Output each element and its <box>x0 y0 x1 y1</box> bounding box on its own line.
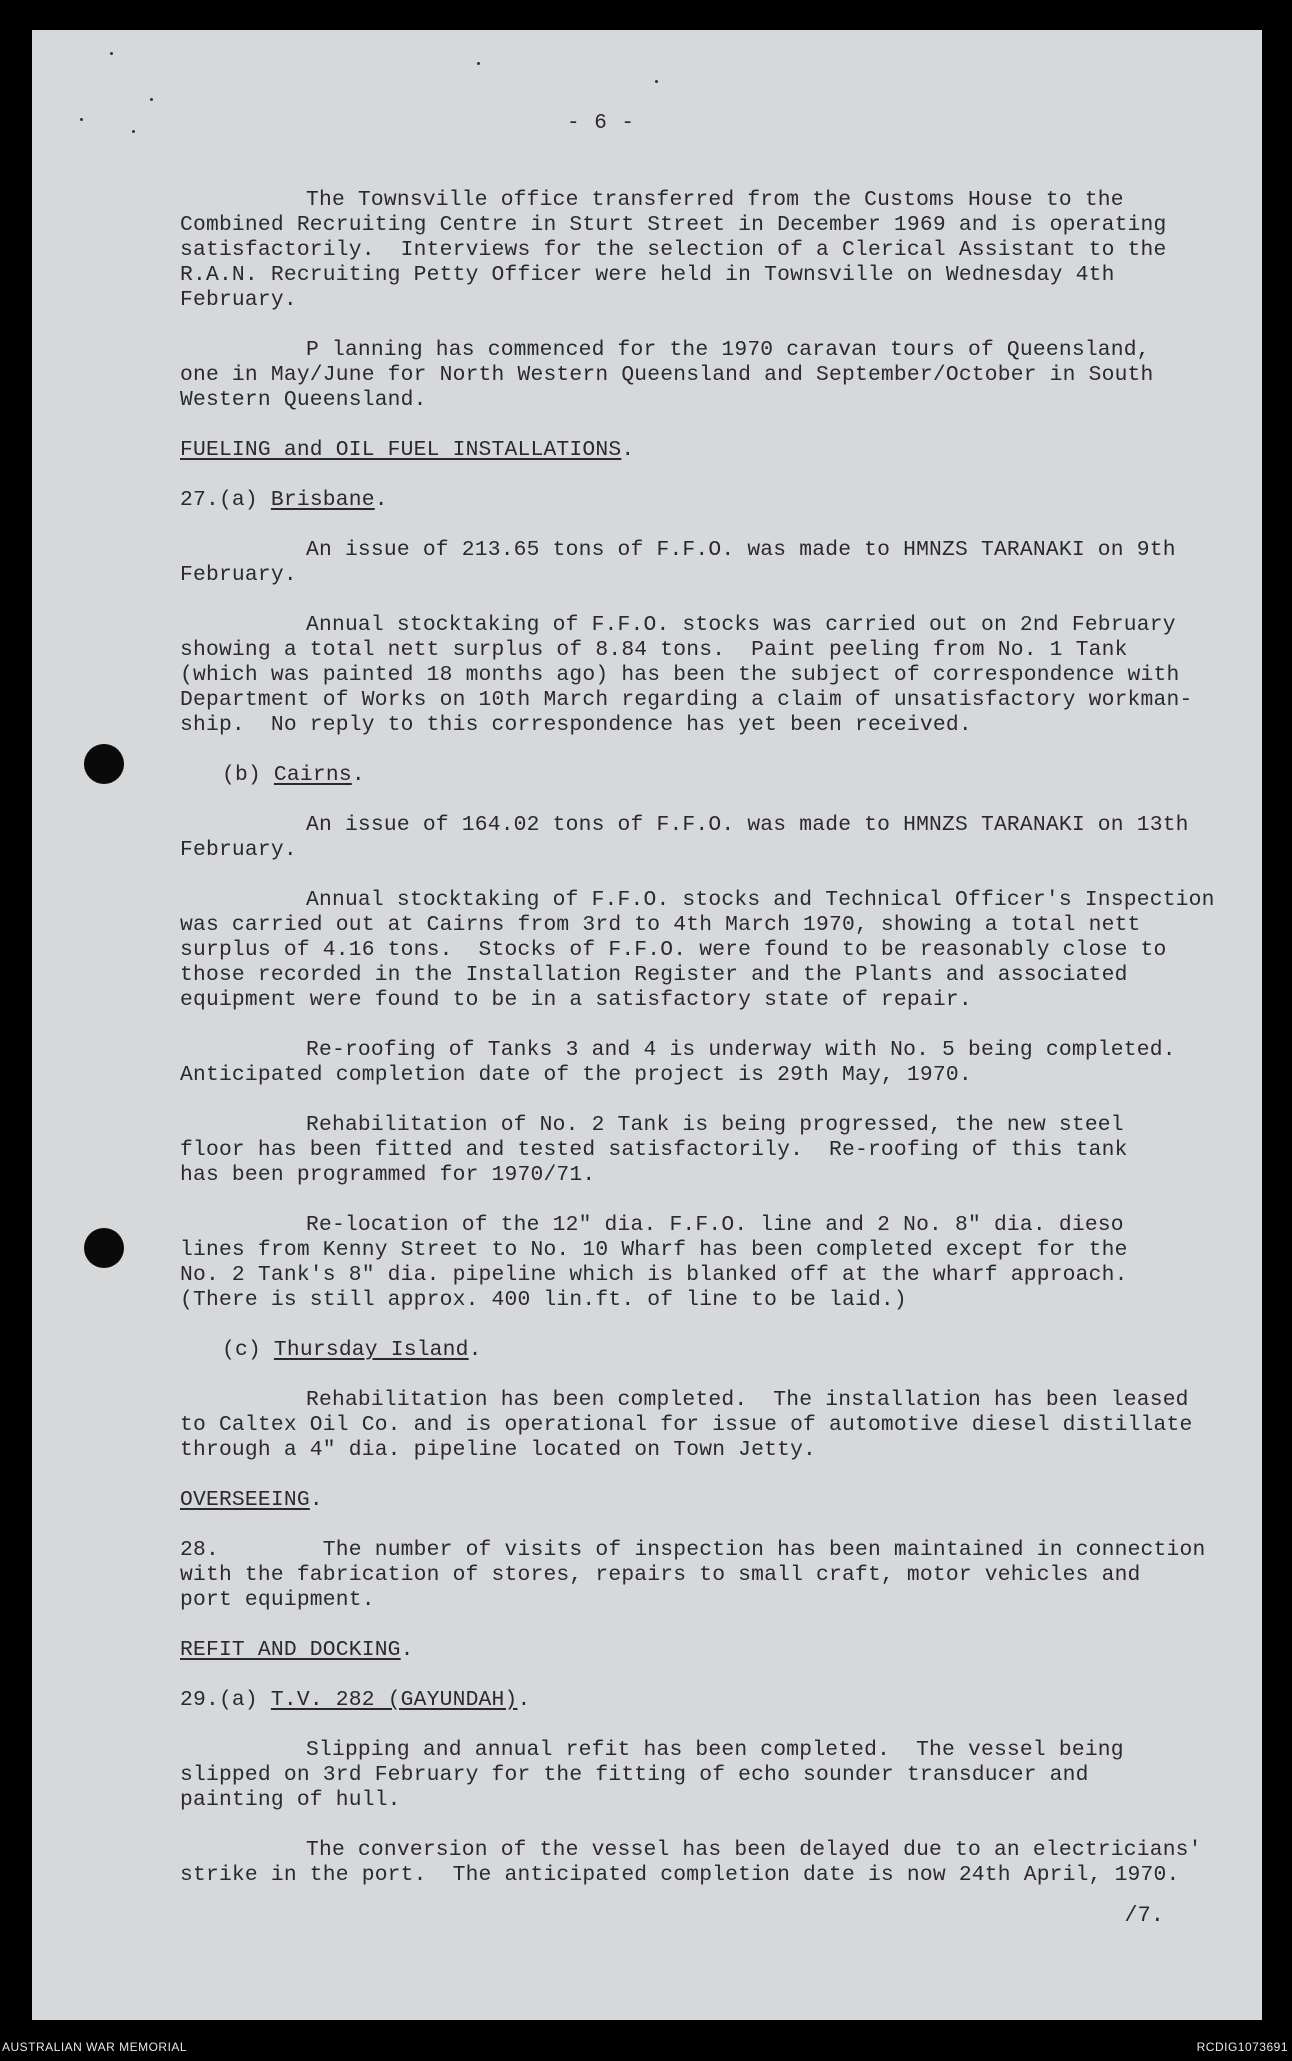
item-letter: (b) <box>222 763 274 787</box>
paragraph-brisbane-issue <box>180 538 1240 588</box>
text-line: Department of Works on 10th March regarding a claim of unsatisfactory workman- <box>180 688 1193 712</box>
punch-hole-bottom <box>84 1228 124 1268</box>
text-line: was carried out at Cairns from 3rd to 4th March 1970, showing a total nett <box>180 913 1141 937</box>
text-line: satisfactorily. Interviews for the selection of a Clerical Assistant to the <box>180 238 1167 262</box>
text-line: Western Queensland. <box>180 388 427 412</box>
text-line: port equipment. <box>180 1588 375 1612</box>
heading-text: OVERSEEING <box>180 1488 310 1512</box>
text-line: one in May/June for North Western Queensland and September/October in South <box>180 363 1154 387</box>
text-line: surplus of 4.16 tons. Stocks of F.F.O. were found to be reasonably close to <box>180 938 1167 962</box>
text-line: floor has been fitted and tested satisfactorily. Re-roofing of this tank <box>180 1138 1128 1162</box>
text-line: Annual stocktaking of F.F.O. stocks was carried out on 2nd February <box>306 613 1176 637</box>
subheading-text: Thursday Island <box>273 1338 469 1362</box>
subheading-thursday-island: (c) Thursday Island. <box>222 1338 482 1362</box>
subheading-text: T.V. 282 (GAYUNDAH) <box>270 1688 518 1712</box>
paragraph-cairns-reroofing <box>180 1038 1240 1088</box>
footer-archive-name: AUSTRALIAN WAR MEMORIAL <box>2 2040 188 2054</box>
text-line: to Caltex Oil Co. and is operational for issue of automotive diesel distillate <box>180 1413 1193 1437</box>
footer-record-id: RCDIG1073691 <box>1196 2040 1288 2054</box>
paper-speck <box>477 62 480 65</box>
text-line: The conversion of the vessel has been delayed due to an electricians' <box>306 1838 1202 1862</box>
text-line: strike in the port. The anticipated completion date is now 24th April, 1970. <box>180 1863 1180 1887</box>
paragraph-overseeing <box>180 1538 1240 1613</box>
paper-speck <box>150 98 153 101</box>
paragraph-refit-conversion <box>180 1838 1240 1888</box>
item-number: 28. <box>180 1538 219 1562</box>
text-line: lines from Kenny Street to No. 10 Wharf has been completed except for the <box>180 1238 1128 1262</box>
heading-text: REFIT AND DOCKING <box>180 1638 401 1662</box>
text-line: R.A.N. Recruiting Petty Officer were held in Townsville on Wednesday 4th <box>180 263 1115 287</box>
text-line: The number of visits of inspection has been maintained in connection <box>322 1538 1206 1562</box>
paragraph-brisbane-stocktaking <box>180 613 1240 738</box>
item-number: 29.(a) <box>180 1688 271 1712</box>
document-page <box>32 30 1262 2020</box>
text-line: Slipping and annual refit has been completed. The vessel being <box>306 1738 1124 1762</box>
text-line: An issue of 213.65 tons of F.F.O. was made to HMNZS TARANAKI on 9th <box>306 538 1176 562</box>
punch-hole-top <box>84 744 124 784</box>
text-line: equipment were found to be in a satisfactory state of repair. <box>180 988 972 1012</box>
section-heading-fueling: FUELING and OIL FUEL INSTALLATIONS. <box>180 438 635 462</box>
text-line: An issue of 164.02 tons of F.F.O. was made to HMNZS TARANAKI on 13th <box>306 813 1189 837</box>
paragraph-caravan-tours <box>180 338 1240 413</box>
text-line: Rehabilitation has been completed. The installation has been leased <box>306 1388 1189 1412</box>
text-line: through a 4" dia. pipeline located on Town Jetty. <box>180 1438 817 1462</box>
text-line: ship. No reply to this correspondence has yet been received. <box>180 713 972 737</box>
subheading-text: Brisbane <box>270 488 375 512</box>
text-line: with the fabrication of stores, repairs to small craft, motor vehicles and <box>180 1563 1141 1587</box>
section-heading-refit: REFIT AND DOCKING. <box>180 1638 414 1662</box>
text-line: (There is still approx. 400 lin.ft. of line to be laid.) <box>180 1288 907 1312</box>
paper-speck <box>110 52 113 55</box>
continued-marker: /7. <box>1124 1903 1164 1928</box>
paragraph-cairns-relocation <box>180 1213 1240 1313</box>
item-number: 27.(a) <box>180 488 271 512</box>
subheading-vessel: 29.(a) T.V. 282 (GAYUNDAH). <box>180 1688 531 1712</box>
text-line: Rehabilitation of No. 2 Tank is being progressed, the new steel <box>306 1113 1124 1137</box>
text-line: February. <box>180 563 297 587</box>
paper-speck <box>655 80 658 83</box>
text-line: (which was painted 18 months ago) has been the subject of correspondence with <box>180 663 1180 687</box>
text-line: The Townsville office transferred from the Customs House to the <box>306 188 1124 212</box>
text-line: Re-roofing of Tanks 3 and 4 is underway with No. 5 being completed. <box>306 1038 1176 1062</box>
paragraph-townsville-office <box>180 188 1240 313</box>
heading-text: FUELING and OIL FUEL INSTALLATIONS <box>180 438 622 462</box>
text-line: Re-location of the 12" dia. F.F.O. line and 2 No. 8" dia. dieso <box>306 1213 1124 1237</box>
subheading-text: Cairns <box>273 763 352 787</box>
text-line: Annual stocktaking of F.F.O. stocks and Technical Officer's Inspection <box>306 888 1215 912</box>
document-body <box>180 188 1240 1913</box>
text-line: slipped on 3rd February for the fitting of echo sounder transducer and <box>180 1763 1089 1787</box>
subheading-cairns: (b) Cairns. <box>222 763 365 787</box>
paragraph-refit-slipping <box>180 1738 1240 1813</box>
page-number: - 6 - <box>566 112 635 135</box>
text-line: has been programmed for 1970/71. <box>180 1163 596 1187</box>
paragraph-cairns-rehabilitation <box>180 1113 1240 1188</box>
text-line: painting of hull. <box>180 1788 401 1812</box>
paragraph-cairns-issue <box>180 813 1240 863</box>
subheading-brisbane: 27.(a) Brisbane. <box>180 488 388 512</box>
paragraph-thursday-rehabilitation <box>180 1388 1240 1463</box>
text-line: February. <box>180 838 297 862</box>
text-line: showing a total nett surplus of 8.84 tons. Paint peeling from No. 1 Tank <box>180 638 1128 662</box>
section-heading-overseeing: OVERSEEING. <box>180 1488 323 1512</box>
text-line: those recorded in the Installation Register and the Plants and associated <box>180 963 1128 987</box>
text-line: Anticipated completion date of the project is 29th May, 1970. <box>180 1063 972 1087</box>
paragraph-cairns-stocktaking <box>180 888 1240 1013</box>
text-line: P lanning has commenced for the 1970 caravan tours of Queensland, <box>306 338 1150 362</box>
text-line: No. 2 Tank's 8" dia. pipeline which is blanked off at the wharf approach. <box>180 1263 1128 1287</box>
text-line: February. <box>180 288 297 312</box>
item-letter: (c) <box>222 1338 274 1362</box>
text-line: Combined Recruiting Centre in Sturt Street in December 1969 and is operating <box>180 213 1167 237</box>
